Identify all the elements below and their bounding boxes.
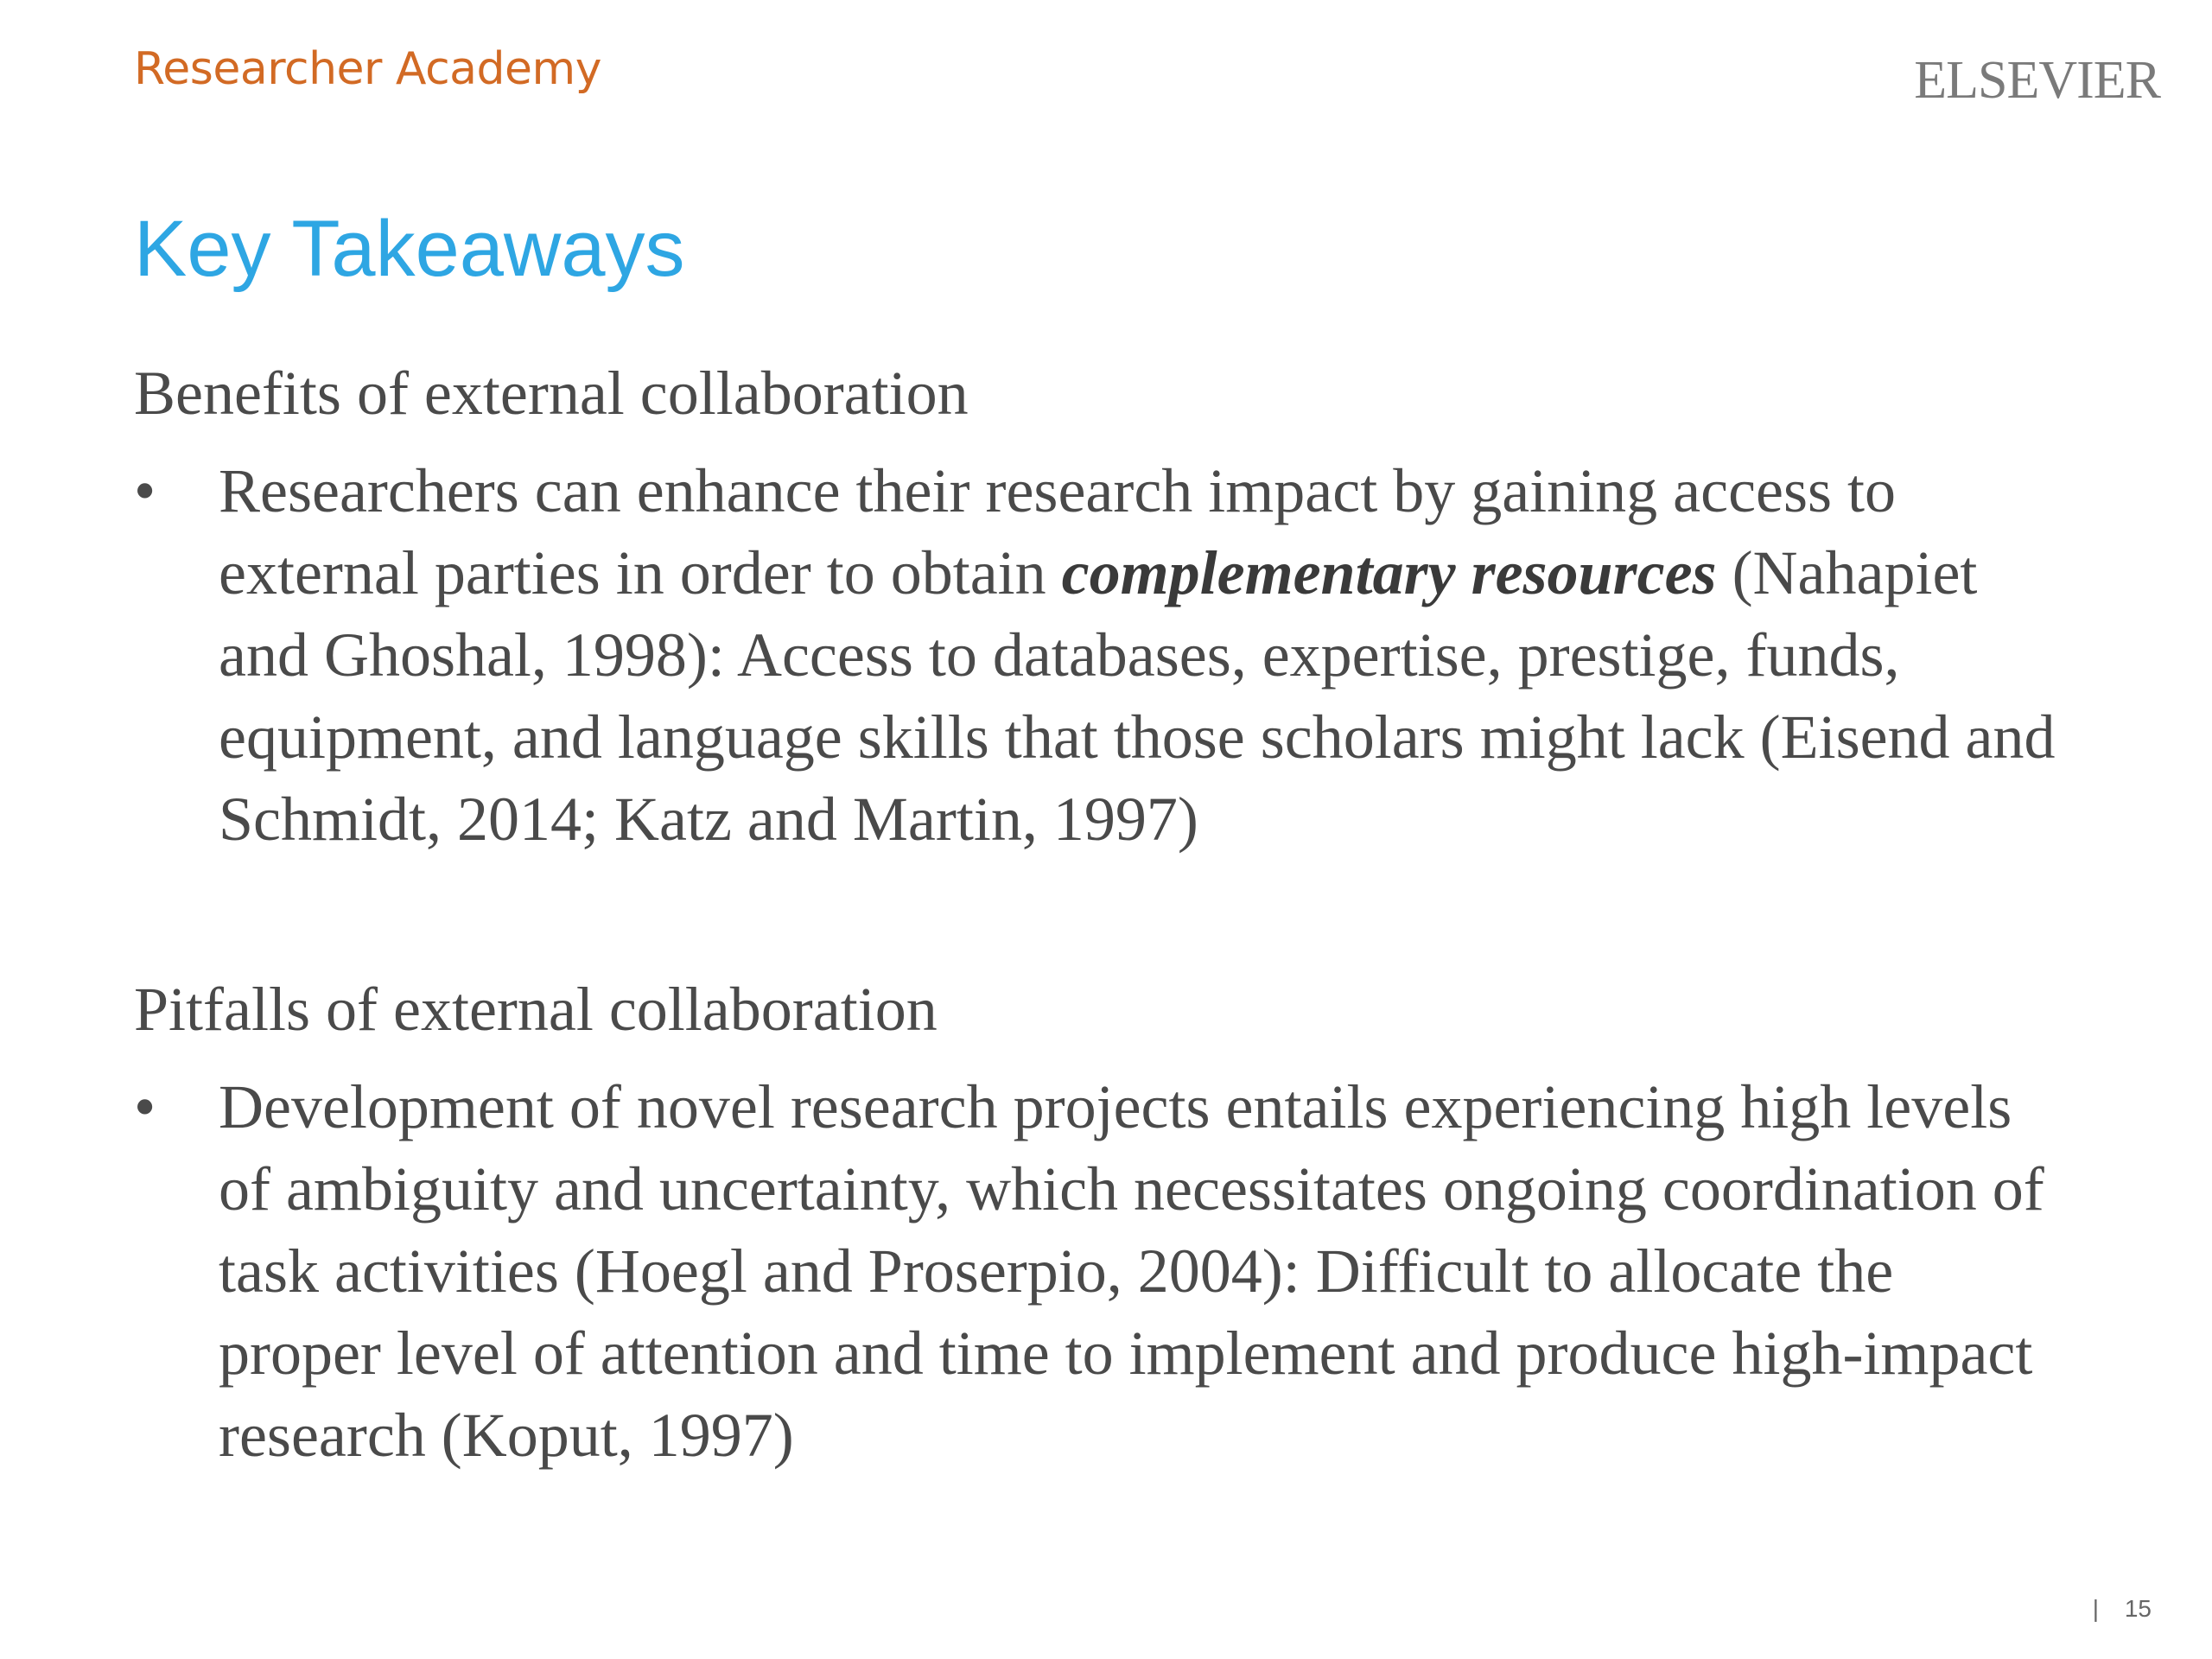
pitfalls-heading: Pitfalls of external collaboration — [134, 975, 938, 1044]
page-number: 15 — [2124, 1595, 2152, 1622]
elsevier-logo: ELSEVIER — [1914, 51, 2160, 110]
footer-separator: | — [2092, 1595, 2100, 1622]
complementary-resources-emphasis: complementary resources — [1061, 538, 1717, 607]
pitfalls-text: Development of novel research projects entails experiencing high levels of ambiguity and uncertainty, which necessitates ongoing coordination of task activities (Hoegl and Proserpio, 2004): Difficult to allocate the proper level of attention and time to implement and produce high-impact research (Koput, 1997) — [219, 1072, 2044, 1470]
slide-content — [134, 353, 2121, 1477]
researcher-academy-logo: Researcher Academy — [134, 43, 601, 95]
bullet-icon: • — [134, 456, 156, 525]
bullet-icon: • — [134, 1072, 156, 1141]
page-footer — [2093, 1595, 2152, 1623]
pitfalls-section — [134, 969, 2121, 1477]
benefits-heading: Benefits of external collaboration — [134, 359, 969, 428]
pitfalls-bullet — [134, 1066, 2061, 1477]
slide-title: Key Takeaways — [134, 205, 685, 293]
benefits-section — [134, 353, 2121, 861]
benefits-bullet — [134, 450, 2061, 861]
benefits-text-after: (Nahapiet and Ghoshal, 1998): Access to databases, expertise, prestige, funds, equipment, and language skills that those scholars might lack (Eisend and Schmidt, 2014; Katz and Martin, 1997) — [219, 538, 2056, 854]
benefits-text-before: Researchers can enhance their research impact by gaining access to external parties in order to obtain — [219, 456, 1897, 607]
